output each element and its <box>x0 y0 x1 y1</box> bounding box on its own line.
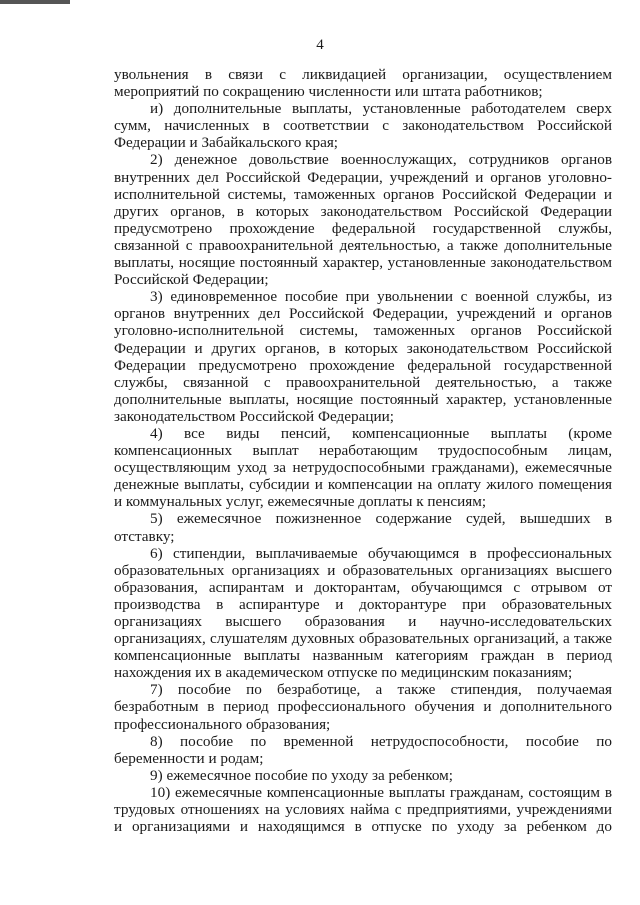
paragraph-continuation: увольнения в связи с ликвидацией организации, осуществлением мероприятий по сокращению численности или штата работников; <box>114 66 612 101</box>
paragraph-item-i: и) дополнительные выплаты, установленные работодателем сверх сумм, начисленных в соответствии с законодательством Российской Федерации и Забайкальского края; <box>114 100 612 152</box>
paragraph-item-9: 9) ежемесячное пособие по уходу за ребенком; <box>150 766 453 784</box>
paragraph-item-3: 3) единовременное пособие при увольнении с военной службы, из органов внутренних дел Российской Федерации, учреждений и органов уголовно-исполнительной системы, таможенных органов Российской Федерации и других органов, в которых законодательством Российской Федерации предусмотрено прохождение федеральной государственной службы, связанной с правоохранительной деятельностью, а также дополнительные выплаты, носящие постоянный характер, установленные законодательством Российской Федерации; <box>114 288 612 425</box>
paragraph-item-5: 5) ежемесячное пожизненное содержание судей, вышедших в отставку; <box>114 510 612 545</box>
paragraph-item-4: 4) все виды пенсий, компенсационные выплаты (кроме компенсационных выплат неработающим трудоспособным лицам, осуществляющим уход за нетрудоспособными гражданами), ежемесячные денежные выплаты, субсидии и компенсации на оплату жилого помещения и коммунальных услуг, ежемесячные доплаты к пенсиям; <box>114 424 612 511</box>
paragraph-item-10: 10) ежемесячные компенсационные выплаты гражданам, состоящим в трудовых отношениях на условиях найма с предприятиями, учреждениями и организациями и находящимся в отпуске по уходу за ребенком до <box>114 783 612 836</box>
top-scan-rule <box>0 0 70 4</box>
paragraph-item-2: 2) денежное довольствие военнослужащих, сотрудников органов внутренних дел Российской Федерации, учреждений и органов уголовно-исполнительной системы, таможенных органов Российской Федерации и других органов, в которых законодательством Российской Федерации предусмотрено прохождение федеральной государственной службы, связанной с правоохранительной деятельностью, а также дополнительные выплаты, носящие постоянный характер, установленные законодательством Российской Федерации; <box>114 151 612 289</box>
page-number: 4 <box>316 37 324 53</box>
paragraph-item-7: 7) пособие по безработице, а также стипендия, получаемая безработным в период профессионального обучения и дополнительного профессионального образования; <box>114 681 612 733</box>
paragraph-item-8: 8) пособие по временной нетрудоспособности, пособие по беременности и родам; <box>114 732 612 767</box>
paragraph-item-6: 6) стипендии, выплачиваемые обучающимся в профессиональных образовательных организациях и образовательных организациях высшего образования, аспирантам и докторантам, обучающимся с отрывом от производства в аспирантуре и докторантуре при образовательных организациях высшего образования и научно-исследовательских организациях, слушателям духовных образовательных организаций, а также компенсационные выплаты названным категориям граждан в период нахождения их в академическом отпуске по медицинским показаниям; <box>114 544 612 682</box>
document-body <box>114 66 612 835</box>
